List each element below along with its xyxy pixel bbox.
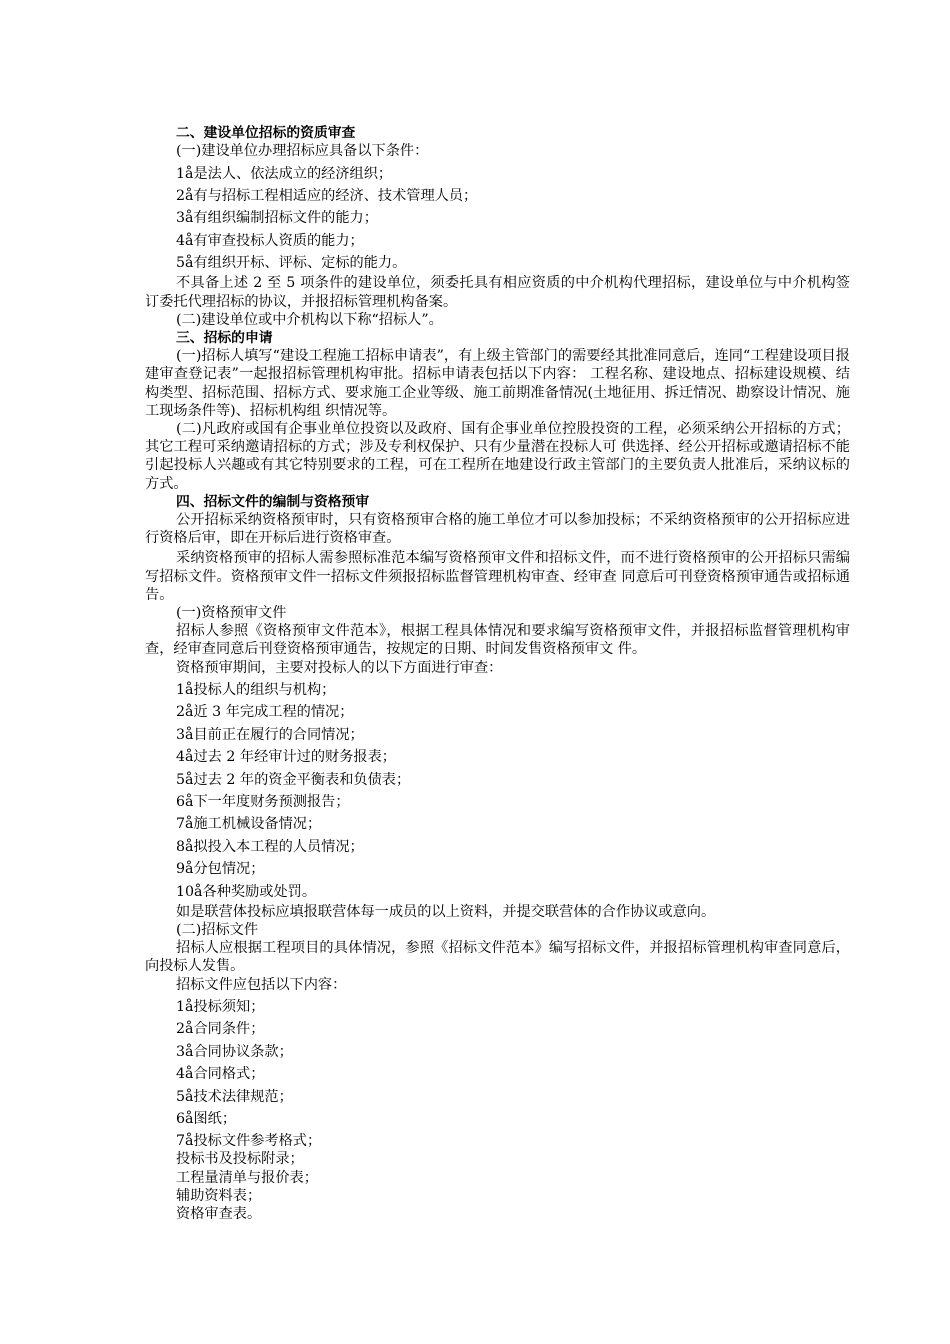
list-item: 3å有组织编制招标文件的能力； (176, 210, 378, 227)
list-item: 3å合同协议条款； (176, 1043, 293, 1060)
paragraph: 采纳资格预审的招标人需参照标准范本编写资格预审文件和招标文件，而不进行资格预审的公开招标只需编写招标文件。资格预审文件一招标文件须报招标监督管理机构审查、经审查 同意后可刊登资格预审通告或招标通告。 (145, 550, 850, 603)
list-item: 5å有组织开标、评标、定标的能力。 (176, 255, 407, 272)
paragraph: 辅助资料表； (176, 1187, 262, 1204)
section-heading: 二、建设单位招标的资质审查 (176, 125, 356, 141)
paragraph: (一)资格预审文件 (176, 605, 287, 622)
paragraph: 招标人参照《资格预审文件范本》，根据工程具体情况和要求编写资格预审文件，并报招标监督管理机构审查，经审查同意后刊登资格预审通告，按规定的日期、时间发售资格预审文 件。 (145, 623, 850, 658)
paragraph: 投标书及投标附录； (176, 1151, 304, 1168)
list-item: 3å目前正在履行的合同情况； (176, 726, 364, 743)
list-item: 2å有与招标工程相适应的经济、技术管理人员； (176, 187, 478, 204)
list-item: 5å技术法律规范； (176, 1088, 293, 1105)
paragraph: (二)招标文件 (176, 921, 259, 938)
list-item: 7å施工机械设备情况； (176, 816, 322, 833)
paragraph: 招标文件应包括以下内容： (176, 976, 347, 993)
list-item: 9å分包情况； (176, 861, 265, 878)
list-item: 1å是法人、依法成立的经济组织； (176, 165, 393, 182)
paragraph: 公开招标采纳资格预审时，只有资格预审合格的施工单位才可以参加投标；不采纳资格预审的公开招标应进行资格后审，即在开标后进行资格审查。 (145, 512, 850, 547)
list-item: 4å有审查投标人资质的能力； (176, 232, 364, 249)
list-item: 5å过去 2 年的资金平衡表和负债表； (176, 771, 411, 788)
list-item: 8å拟投入本工程的人员情况； (176, 838, 364, 855)
list-item: 10å各种奖励或处罚。 (176, 883, 317, 900)
list-item: 1å投标须知； (176, 998, 265, 1015)
list-item: 4å过去 2 年经审计过的财务报表； (176, 749, 396, 766)
paragraph: (一)建设单位办理招标应具备以下条件： (176, 143, 429, 160)
list-item: 7å投标文件参考格式； (176, 1133, 322, 1150)
paragraph: 如是联营体投标应填报联营体每一成员的以上资料，并提交联营体的合作协议或意向。 (176, 903, 716, 920)
section-heading: 四、招标文件的编制与资格预审 (176, 493, 370, 510)
list-item: 1å投标人的组织与机构； (176, 682, 336, 699)
section-heading: 三、招标的申请 (176, 329, 273, 346)
list-item: 6å下一年度财务预测报告； (176, 793, 350, 810)
paragraph: (一)招标人填写“建设工程施工招标申请表”，有上级主管部门的需要经其批准同意后，连同“工程建设项目报建审查登记表”一起报招标管理机构审批。招标申请表包括以下内容： 工程名称、建设地点、招标建设规模、结构类型、招标范围、招标方式、要求施工企业等级、施工前期准备情况(土地征用、拆迁情况、勘察设计情况、施工现场条件等)、招标机构组 织情况等。 (145, 348, 850, 419)
list-item: 4å合同格式； (176, 1066, 265, 1083)
list-item: 2å合同条件； (176, 1021, 265, 1038)
paragraph: (二)建设单位或中介机构以下称“招标人”。 (176, 311, 443, 328)
paragraph: 资格审查表。 (176, 1206, 262, 1223)
document-page (145, 124, 850, 1223)
list-item: 6å图纸； (176, 1110, 237, 1127)
paragraph: 资格预审期间，主要对投标人的以下方面进行审查： (176, 659, 503, 676)
paragraph: 不具备上述 2 至 5 项条件的建设单位，须委托具有相应资质的中介机构代理招标，建设单位与中介机构签订委托代理招标的协议，并报招标管理机构备案。 (145, 275, 850, 310)
paragraph: (二)凡政府或国有企事业单位投资以及政府、国有企事业单位控股投资的工程，必须采纳公开招标的方式；其它工程可采纳邀请招标的方式；涉及专利权保护、只有少量潜在投标人可 供选择、经公开招标或邀请招标不能引起投标人兴趣或有其它特别要求的工程，可在工程所在地建设行政主管部门的主要负责人批准后，采纳议标的方式。 (145, 420, 850, 492)
list-item: 2å近 3 年完成工程的情况； (176, 704, 354, 721)
paragraph: 招标人应根据工程项目的具体情况，参照《招标文件范本》编写招标文件，并报招标管理机构审查同意后，向投标人发售。 (145, 940, 850, 975)
paragraph: 工程量清单与报价表； (176, 1169, 318, 1186)
